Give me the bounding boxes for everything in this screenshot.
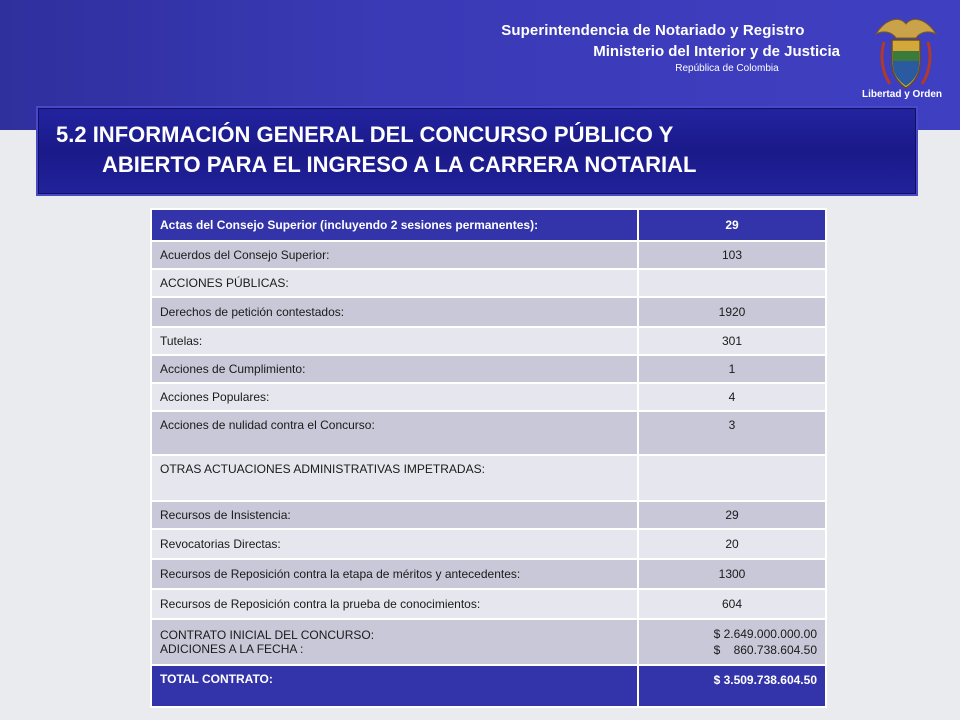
contract-values [638,619,826,665]
row-label: Revocatorias Directas: [151,529,638,559]
row-label: Recursos de Reposición contra la prueba de conocimientos: [151,589,638,619]
row-value: 604 [638,589,826,619]
row-label: Derechos de petición contestados: [151,297,638,327]
contract-row [151,619,826,665]
table-row [151,501,826,529]
table-row [151,241,826,269]
row-value: 20 [638,529,826,559]
country-name: República de Colombia [675,63,779,74]
row-label: Acciones de Cumplimiento: [151,355,638,383]
row-value: 301 [638,327,826,355]
row-value: 1300 [638,559,826,589]
row-label: OTRAS ACTUACIONES ADMINISTRATIVAS IMPETRADAS: [151,455,638,501]
row-label: Recursos de Insistencia: [151,501,638,529]
table-row [151,297,826,327]
table-row [151,355,826,383]
table-row [151,411,826,455]
row-label: Acciones de nulidad contra el Concurso: [151,411,638,455]
info-table [150,208,827,708]
title-band [36,106,918,196]
table-row [151,589,826,619]
row-value [638,269,826,297]
row-label: Recursos de Reposición contra la etapa de méritos y antecedentes: [151,559,638,589]
contract-initial-value: $ 2.649.000.000.00 [713,627,817,641]
page-title-line-1: 5.2 INFORMACIÓN GENERAL DEL CONCURSO PÚBLICO Y [56,122,674,147]
ministry-name: Ministerio del Interior y de Justicia [593,43,840,60]
additions-value: $ 860.738.604.50 [713,643,817,657]
row-value: 4 [638,383,826,411]
table-row [151,455,826,501]
row-label: ACCIONES PÚBLICAS: [151,269,638,297]
row-label: Actas del Consejo Superior (incluyendo 2 sesiones permanentes): [151,209,638,241]
total-row [151,665,826,707]
row-label: Acuerdos del Consejo Superior: [151,241,638,269]
row-label: Acciones Populares: [151,383,638,411]
table-row [151,269,826,297]
row-value: 1 [638,355,826,383]
total-value: $ 3.509.738.604.50 [638,665,826,707]
organization-block [501,22,840,74]
row-value: 29 [638,209,826,241]
table-row [151,383,826,411]
row-label: Tutelas: [151,327,638,355]
page-title-line-2: ABIERTO PARA EL INGRESO A LA CARRERA NOTARIAL [102,152,697,177]
row-value: 3 [638,411,826,455]
table-row [151,327,826,355]
contract-initial-label: CONTRATO INICIAL DEL CONCURSO: [160,628,375,642]
org-name: Superintendencia de Notariado y Registro [501,22,805,39]
total-label: TOTAL CONTRATO: [151,665,638,707]
table-row [151,559,826,589]
row-value: 29 [638,501,826,529]
contract-labels [151,619,638,665]
table-row [151,209,826,241]
additions-label: ADICIONES A LA FECHA : [160,642,304,656]
table-row [151,529,826,559]
row-value: 1920 [638,297,826,327]
row-value [638,455,826,501]
motto-text: Libertad y Orden [861,89,942,100]
row-value: 103 [638,241,826,269]
